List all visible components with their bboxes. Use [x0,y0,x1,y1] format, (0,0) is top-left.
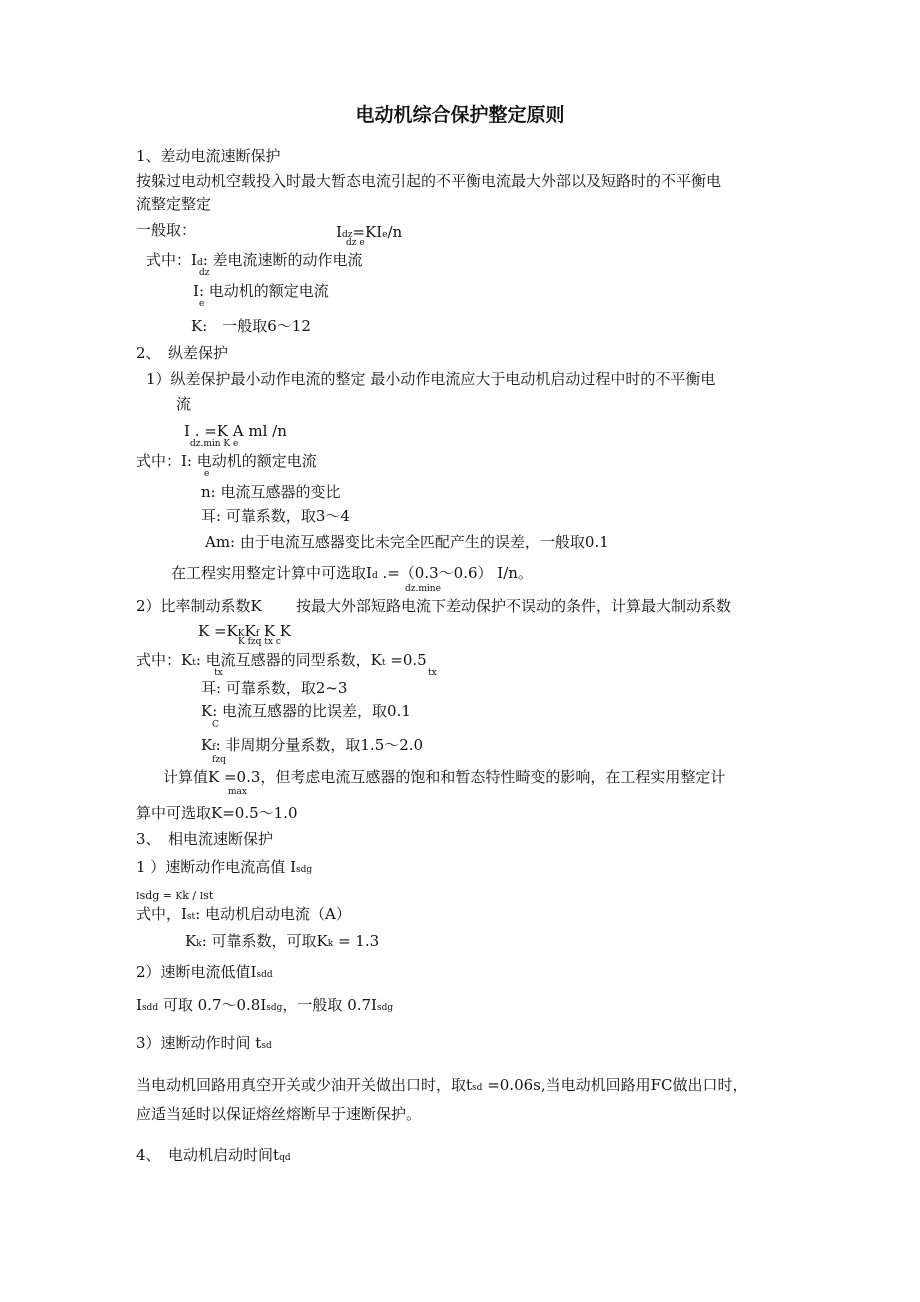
paragraph-line: 2）速断电流低值Isdd [136,963,273,981]
definition-line: I: 电动机的额定电流 [193,282,329,300]
formula-subscript: e [204,469,210,479]
formula-isdg: Isdg = Kk / Ist [136,889,214,902]
definition-line: n: 电流互感器的变比 [201,483,341,501]
paragraph-line: 当电动机回路用真空开关或少油开关做出口时，取tsd =0.06s,当电动机回路用FC做出口时， [136,1076,748,1094]
paragraph-line: 一般取： [136,221,197,239]
paragraph-line: 2）比率制动系数K [136,597,262,615]
definition-line: 耳: 可靠系数，取2~3 [201,679,348,697]
paragraph-line: 计算值K =0.3，但考虑电流互感器的饱和和暂态特性畸变的影响，在工程实用整定计 [163,768,726,786]
formula-subscript: fzq [212,755,226,765]
formula-k: K =KKKf K K [198,622,291,640]
definition-line: 式中，Ist: 电动机启动电流（A） [136,905,351,923]
definition-line: Kk: 可靠系数，可取Kk = 1.3 [185,932,380,950]
paragraph-line: 算中可选取K=0.5〜1.0 [136,804,298,822]
formula-subscript: dz.min K e [190,439,239,449]
formula-subscript: tx [428,668,437,678]
paragraph-line: 按躲过电动机空载投入时最大暂态电流引起的不平衡电流最大外部以及短路时的不平衡电 [136,172,722,190]
formula-subscript: tx [214,668,223,678]
formula-subscript: K fzq tx c [238,637,281,647]
definition-line: 式中：Id: 差电流速断的动作电流 [146,251,363,269]
formula-subscript: dz [199,268,210,278]
paragraph-line: 按最大外部短路电流下差动保护不误动的条件，计算最大制动系数 [296,597,732,615]
formula-subscript: dz e [346,238,365,248]
section-4-heading: 4、 电动机启动时间tqd [136,1146,291,1164]
paragraph-line: 流整定整定 [136,195,212,213]
paragraph-line: 在工程实用整定计算中可选取Id .=（0.3〜0.6） I/n。 [171,564,533,582]
paragraph-line: 流 [176,395,192,413]
page-title: 电动机综合保护整定原则 [355,104,565,126]
paragraph-line: 1 ）速断动作电流高值 Isdg [136,858,313,876]
formula-subscript: C [212,720,219,730]
section-3-heading: 3、 相电流速断保护 [136,830,274,848]
definition-line: K: 电流互感器的比误差，取0.1 [201,702,411,720]
formula-subscript: max [228,787,247,797]
definition-line: 耳: 可靠系数，取3〜4 [201,507,350,525]
formula-idzmin: I . =K A ml /n [184,422,287,440]
paragraph-line: 应适当延时以保证熔丝熔断早于速断保护。 [136,1105,422,1123]
definition-line: Kf: 非周期分量系数，取1.5〜2.0 [201,736,424,754]
paragraph-line: 3）速断动作时间 tsd [136,1034,272,1052]
paragraph-line: Isdd 可取 0.7〜0.8Isdg，一般取 0.7Isdg [136,996,394,1014]
paragraph-line: 1）纵差保护最小动作电流的整定 最小动作电流应大于电动机启动过程中时的不平衡电 [146,370,716,388]
section-2-heading: 2、 纵差保护 [136,344,229,362]
section-1-heading: 1、差动电流速断保护 [136,147,281,165]
formula-subscript: dz.mine [405,584,441,594]
definition-line: 式中：I: 电动机的额定电流 [136,452,317,470]
definition-line: Am: 由于电流互感器变比未完全匹配产生的误差，一般取0.1 [205,533,609,551]
formula-subscript: e [199,299,205,309]
definition-line: 式中：Kt: 电流互感器的同型系数，Kt =0.5 [136,651,427,669]
formula-idz: Idz=KIe/n [336,223,403,241]
definition-line: K: 一般取6〜12 [191,317,311,335]
